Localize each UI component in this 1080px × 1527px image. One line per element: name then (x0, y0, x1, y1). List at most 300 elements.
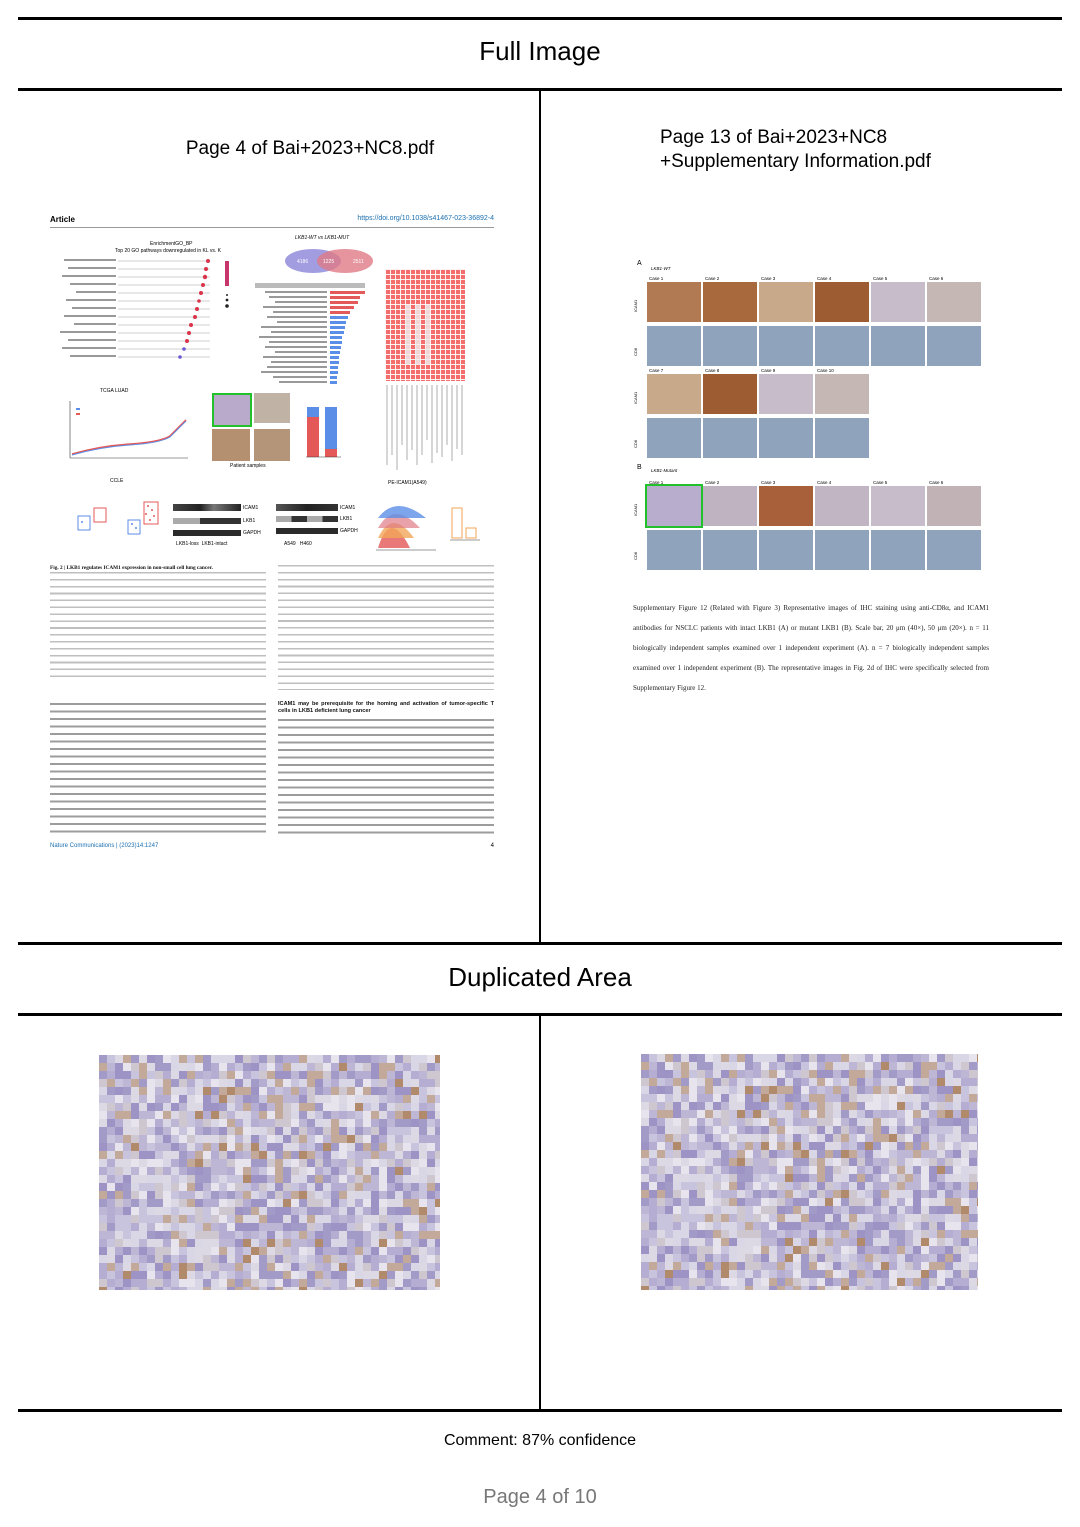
ihc-pixel (315, 1215, 323, 1223)
ihc-pixel (363, 1207, 371, 1215)
ihc-pixel (323, 1239, 331, 1247)
ihc-pixel (259, 1063, 267, 1071)
ihc-pixel (347, 1215, 355, 1223)
ihc-pixel (427, 1215, 435, 1223)
ihc-pixel (761, 1070, 769, 1078)
ihc-pixel (395, 1135, 403, 1143)
ihc-pixel (147, 1175, 155, 1183)
ihc-pixel (873, 1126, 881, 1134)
ihc-pixel (969, 1102, 977, 1110)
ihc-pixel (721, 1102, 729, 1110)
ihc-pixel (419, 1095, 427, 1103)
ihc-pixel (403, 1151, 411, 1159)
ihc-pixel (929, 1206, 937, 1214)
ihc-pixel (267, 1087, 275, 1095)
ihc-pixel (291, 1175, 299, 1183)
ihc-pixel (115, 1247, 123, 1255)
ihc-pixel (921, 1238, 929, 1246)
ihc-pixel (673, 1254, 681, 1262)
ihc-pixel (331, 1055, 339, 1063)
ihc-pixel (339, 1103, 347, 1111)
ihc-pixel (641, 1174, 649, 1182)
ihc-pixel (435, 1119, 440, 1127)
ihc-pixel (419, 1087, 427, 1095)
ihc-pixel (371, 1247, 379, 1255)
ihc-pixel (729, 1126, 737, 1134)
ihc-pixel (977, 1062, 978, 1070)
ihc-pixel (395, 1287, 403, 1290)
ihc-pixel (411, 1055, 419, 1063)
ihc-pixel (825, 1206, 833, 1214)
ihc-pixel (889, 1078, 897, 1086)
ihc-pixel (801, 1078, 809, 1086)
ihc-pixel (243, 1111, 251, 1119)
ihc-pixel (665, 1182, 673, 1190)
ihc-pixel (825, 1270, 833, 1278)
ihc-pixel (961, 1110, 969, 1118)
ihc-pixel (275, 1183, 283, 1191)
ihc-pixel (737, 1086, 745, 1094)
ihc-pixel (315, 1263, 323, 1271)
ihc-pixel (347, 1255, 355, 1263)
ihc-pixel (777, 1262, 785, 1270)
ihc-pixel (267, 1279, 275, 1287)
ihc-pixel (969, 1278, 977, 1286)
ihc-pixel (371, 1183, 379, 1191)
ihc-pixel (705, 1262, 713, 1270)
ihc-pixel (705, 1246, 713, 1254)
ihc-pixel (243, 1255, 251, 1263)
ihc-pixel (761, 1238, 769, 1246)
ihc-pixel (331, 1215, 339, 1223)
ihc-pixel (809, 1206, 817, 1214)
ihc-pixel (953, 1094, 961, 1102)
ihc-pixel (969, 1086, 977, 1094)
ihc-pixel (395, 1271, 403, 1279)
ihc-pixel (721, 1214, 729, 1222)
ihc-pixel (969, 1118, 977, 1126)
ihc-pixel (873, 1222, 881, 1230)
ihc-pixel (657, 1126, 665, 1134)
ihc-pixel (243, 1175, 251, 1183)
ihc-pixel (363, 1127, 371, 1135)
ihc-pixel (387, 1071, 395, 1079)
ihc-pixel (865, 1270, 873, 1278)
ihc-pixel (753, 1166, 761, 1174)
ihc-pixel (945, 1270, 953, 1278)
ihc-pixel (211, 1071, 219, 1079)
ihc-pixel (921, 1246, 929, 1254)
ihc-pixel (721, 1094, 729, 1102)
ihc-pixel (665, 1054, 673, 1062)
ihc-pixel (259, 1199, 267, 1207)
ihc-pixel (729, 1102, 737, 1110)
ihc-pixel (913, 1174, 921, 1182)
ihc-pixel (267, 1071, 275, 1079)
ihc-pixel (721, 1262, 729, 1270)
ihc-pixel (889, 1118, 897, 1126)
ihc-pixel (211, 1231, 219, 1239)
article-doi-link[interactable]: https://doi.org/10.1038/s41467-023-36892-4 (357, 215, 494, 222)
ihc-pixel (227, 1111, 235, 1119)
ihc-pixel (195, 1087, 203, 1095)
ihc-pixel (163, 1255, 171, 1263)
ihc-pixel (953, 1062, 961, 1070)
ihc-pixel (809, 1214, 817, 1222)
ihc-pixel (219, 1175, 227, 1183)
ihc-pixel (347, 1247, 355, 1255)
ihc-pixel (873, 1086, 881, 1094)
ihc-pixel (737, 1174, 745, 1182)
ihc-pixel (323, 1095, 331, 1103)
ihc-pixel (347, 1071, 355, 1079)
ihc-pixel (673, 1086, 681, 1094)
ihc-pixel (825, 1070, 833, 1078)
ihc-pixel (785, 1190, 793, 1198)
ihc-pixel (339, 1191, 347, 1199)
ihc-pixel (865, 1214, 873, 1222)
ihc-pixel (697, 1246, 705, 1254)
ihc-pixel (171, 1199, 179, 1207)
ihc-pixel (147, 1119, 155, 1127)
ihc-pixel (179, 1151, 187, 1159)
ihc-pixel (641, 1270, 649, 1278)
ihc-pixel (347, 1087, 355, 1095)
ihc-pixel (99, 1279, 107, 1287)
ihc-pixel (881, 1158, 889, 1166)
ihc-pixel (291, 1055, 299, 1063)
ihc-pixel (275, 1239, 283, 1247)
ihc-pixel (371, 1119, 379, 1127)
ihc-pixel (251, 1079, 259, 1087)
ihc-pixel (187, 1135, 195, 1143)
ihc-pixel (147, 1087, 155, 1095)
ihc-pixel (865, 1254, 873, 1262)
ihc-pixel (275, 1287, 283, 1290)
ihc-pixel (681, 1126, 689, 1134)
ihc-pixel (801, 1230, 809, 1238)
ihc-pixel (673, 1230, 681, 1238)
ihc-pixel (323, 1079, 331, 1087)
ihc-pixel (363, 1183, 371, 1191)
ihc-pixel (785, 1142, 793, 1150)
ihc-pixel (977, 1134, 978, 1142)
ihc-pixel (889, 1238, 897, 1246)
ihc-pixel (977, 1214, 978, 1222)
ihc-pixel (913, 1214, 921, 1222)
ihc-pixel (697, 1078, 705, 1086)
ihc-pixel (227, 1071, 235, 1079)
ihc-pixel (713, 1190, 721, 1198)
ihc-pixel (945, 1134, 953, 1142)
ihc-pixel (147, 1207, 155, 1215)
ihc-pixel (809, 1262, 817, 1270)
ihc-pixel (745, 1206, 753, 1214)
ihc-pixel (227, 1287, 235, 1290)
ihc-pixel (977, 1222, 978, 1230)
ihc-pixel (307, 1183, 315, 1191)
ihc-pixel (753, 1118, 761, 1126)
ihc-pixel (737, 1094, 745, 1102)
ihc-pixel (953, 1070, 961, 1078)
b-row-cd8-tile (703, 530, 757, 570)
ihc-pixel (155, 1143, 163, 1151)
ihc-pixel (283, 1143, 291, 1151)
ihc-pixel (99, 1207, 107, 1215)
ihc-pixel (243, 1103, 251, 1111)
ihc-pixel (673, 1126, 681, 1134)
ihc-pixel (697, 1070, 705, 1078)
ihc-pixel (873, 1246, 881, 1254)
ihc-pixel (913, 1166, 921, 1174)
ihc-pixel (123, 1127, 131, 1135)
ihc-pixel (641, 1262, 649, 1270)
ihc-pixel (387, 1119, 395, 1127)
ihc-pixel (929, 1134, 937, 1142)
ihc-pixel (131, 1159, 139, 1167)
ihc-pixel (849, 1278, 857, 1286)
ihc-pixel (857, 1166, 865, 1174)
ihc-pixel (673, 1206, 681, 1214)
ihc-pixel (953, 1182, 961, 1190)
ihc-pixel (163, 1279, 171, 1287)
ihc-pixel (809, 1270, 817, 1278)
ihc-pixel (211, 1183, 219, 1191)
ihc-pixel (793, 1158, 801, 1166)
ihc-pixel (777, 1078, 785, 1086)
ihc-pixel (649, 1070, 657, 1078)
ihc-pixel (283, 1183, 291, 1191)
ihc-pixel (817, 1254, 825, 1262)
ihc-pixel (969, 1238, 977, 1246)
ihc-pixel (777, 1150, 785, 1158)
ihc-pixel (339, 1263, 347, 1271)
ihc-pixel (649, 1174, 657, 1182)
ihc-pixel (817, 1174, 825, 1182)
ihc-pixel (769, 1054, 777, 1062)
ihc-pixel (745, 1102, 753, 1110)
ihc-pixel (801, 1254, 809, 1262)
ihc-pixel (419, 1231, 427, 1239)
ihc-pixel (147, 1143, 155, 1151)
ihc-pixel (115, 1079, 123, 1087)
ihc-pixel (139, 1263, 147, 1271)
ihc-pixel (363, 1095, 371, 1103)
ihc-pixel (769, 1254, 777, 1262)
ihc-pixel (123, 1255, 131, 1263)
comment-text: Comment: 87% confidence (443, 1432, 637, 1449)
ihc-pixel (913, 1262, 921, 1270)
ihc-pixel (315, 1063, 323, 1071)
ihc-pixel (195, 1263, 203, 1271)
ihc-pixel (171, 1095, 179, 1103)
ihc-pixel (435, 1063, 440, 1071)
ihc-pixel (139, 1079, 147, 1087)
ihc-pixel (371, 1087, 379, 1095)
ihc-pixel (969, 1142, 977, 1150)
ihc-pixel (793, 1270, 801, 1278)
ihc-pixel (331, 1143, 339, 1151)
ihc-pixel (427, 1143, 435, 1151)
fig-2a-plot (60, 255, 250, 375)
ihc-pixel (713, 1126, 721, 1134)
ihc-pixel (889, 1166, 897, 1174)
ihc-pixel (657, 1262, 665, 1270)
ihc-pixel (793, 1262, 801, 1270)
ihc-pixel (785, 1230, 793, 1238)
ihc-pixel (873, 1078, 881, 1086)
ihc-pixel (355, 1239, 363, 1247)
ihc-pixel (801, 1158, 809, 1166)
b-row-cd8-tile (815, 530, 869, 570)
ihc-pixel (953, 1078, 961, 1086)
ihc-pixel (881, 1286, 889, 1290)
ihc-pixel (801, 1102, 809, 1110)
ihc-pixel (259, 1175, 267, 1183)
ihc-pixel (123, 1239, 131, 1247)
ihc-pixel (427, 1279, 435, 1287)
ihc-pixel (801, 1238, 809, 1246)
ihc-pixel (147, 1255, 155, 1263)
ihc-pixel (873, 1238, 881, 1246)
ihc-pixel (761, 1174, 769, 1182)
ihc-pixel (315, 1159, 323, 1167)
ihc-pixel (945, 1214, 953, 1222)
ihc-pixel (977, 1238, 978, 1246)
ihc-pixel (689, 1286, 697, 1290)
ihc-pixel (203, 1135, 211, 1143)
ihc-pixel (387, 1199, 395, 1207)
ihc-pixel (849, 1262, 857, 1270)
ihc-pixel (283, 1199, 291, 1207)
ihc-pixel (793, 1078, 801, 1086)
ihc-pixel (665, 1230, 673, 1238)
ihc-pixel (913, 1078, 921, 1086)
ihc-pixel (331, 1127, 339, 1135)
ihc-pixel (435, 1263, 440, 1271)
ihc-pixel (649, 1254, 657, 1262)
ihc-pixel (793, 1118, 801, 1126)
ihc-pixel (937, 1174, 945, 1182)
ihc-pixel (761, 1110, 769, 1118)
ihc-pixel (115, 1199, 123, 1207)
ihc-pixel (969, 1054, 977, 1062)
ihc-pixel (259, 1231, 267, 1239)
ihc-pixel (897, 1094, 905, 1102)
ihc-pixel (147, 1223, 155, 1231)
ihc-pixel (857, 1174, 865, 1182)
ihc-pixel (323, 1287, 331, 1290)
ihc-pixel (841, 1134, 849, 1142)
ihc-pixel (721, 1078, 729, 1086)
ihc-pixel (259, 1215, 267, 1223)
a-row2-cd8-tile (815, 418, 869, 458)
ihc-pixel (163, 1263, 171, 1271)
ihc-pixel (131, 1063, 139, 1071)
venn-overlap-count: 1225 (323, 259, 335, 265)
ihc-pixel (179, 1207, 187, 1215)
ihc-pixel (187, 1279, 195, 1287)
ihc-pixel (299, 1287, 307, 1290)
section-b-sublabel: LKB1-Mutant (651, 468, 678, 473)
ihc-pixel (243, 1135, 251, 1143)
ihc-pixel (235, 1247, 243, 1255)
ihc-pixel (179, 1263, 187, 1271)
ihc-pixel (809, 1142, 817, 1150)
ihc-pixel (227, 1207, 235, 1215)
ihc-pixel (681, 1118, 689, 1126)
ihc-pixel (315, 1055, 323, 1063)
ihc-pixel (785, 1118, 793, 1126)
ihc-pixel (777, 1054, 785, 1062)
ihc-pixel (945, 1110, 953, 1118)
ihc-pixel (299, 1063, 307, 1071)
ihc-pixel (777, 1238, 785, 1246)
ihc-pixel (347, 1055, 355, 1063)
ihc-pixel (777, 1126, 785, 1134)
ihc-pixel (115, 1263, 123, 1271)
ihc-pixel (251, 1287, 259, 1290)
ihc-pixel (785, 1254, 793, 1262)
ihc-pixel (315, 1111, 323, 1119)
ihc-pixel (387, 1279, 395, 1287)
ihc-pixel (347, 1103, 355, 1111)
ihc-pixel (833, 1070, 841, 1078)
ihc-pixel (673, 1262, 681, 1270)
ihc-pixel (163, 1191, 171, 1199)
ihc-pixel (801, 1054, 809, 1062)
ihc-pixel (961, 1102, 969, 1110)
ihc-pixel (801, 1062, 809, 1070)
ihc-pixel (881, 1190, 889, 1198)
ihc-pixel (849, 1054, 857, 1062)
article-footer-journal: Nature Communications | (2023)14:1247 (50, 843, 159, 849)
ihc-pixel (435, 1255, 440, 1263)
ihc-pixel (187, 1087, 195, 1095)
ihc-pixel (355, 1127, 363, 1135)
ihc-pixel (355, 1111, 363, 1119)
ihc-pixel (801, 1214, 809, 1222)
a-row2-row-label: CD8 (633, 439, 638, 448)
ihc-pixel (649, 1078, 657, 1086)
ihc-pixel (689, 1238, 697, 1246)
ihc-pixel (403, 1063, 411, 1071)
ihc-pixel (291, 1071, 299, 1079)
section-rule (18, 942, 1062, 945)
ihc-pixel (435, 1143, 440, 1151)
ihc-pixel (953, 1102, 961, 1110)
ihc-pixel (371, 1111, 379, 1119)
ihc-pixel (99, 1135, 107, 1143)
a-row1-case-label: Case 4 (817, 276, 832, 281)
ihc-pixel (897, 1222, 905, 1230)
ihc-pixel (705, 1062, 713, 1070)
ihc-pixel (737, 1254, 745, 1262)
ihc-pixel (99, 1167, 107, 1175)
ihc-pixel (713, 1102, 721, 1110)
ihc-pixel (849, 1102, 857, 1110)
ihc-pixel (713, 1262, 721, 1270)
ihc-pixel (881, 1118, 889, 1126)
ihc-pixel (243, 1055, 251, 1063)
ihc-pixel (315, 1127, 323, 1135)
ihc-pixel (745, 1110, 753, 1118)
ihc-pixel (291, 1287, 299, 1290)
ihc-pixel (817, 1206, 825, 1214)
ihc-pixel (977, 1254, 978, 1262)
ihc-pixel (115, 1151, 123, 1159)
ihc-pixel (211, 1255, 219, 1263)
